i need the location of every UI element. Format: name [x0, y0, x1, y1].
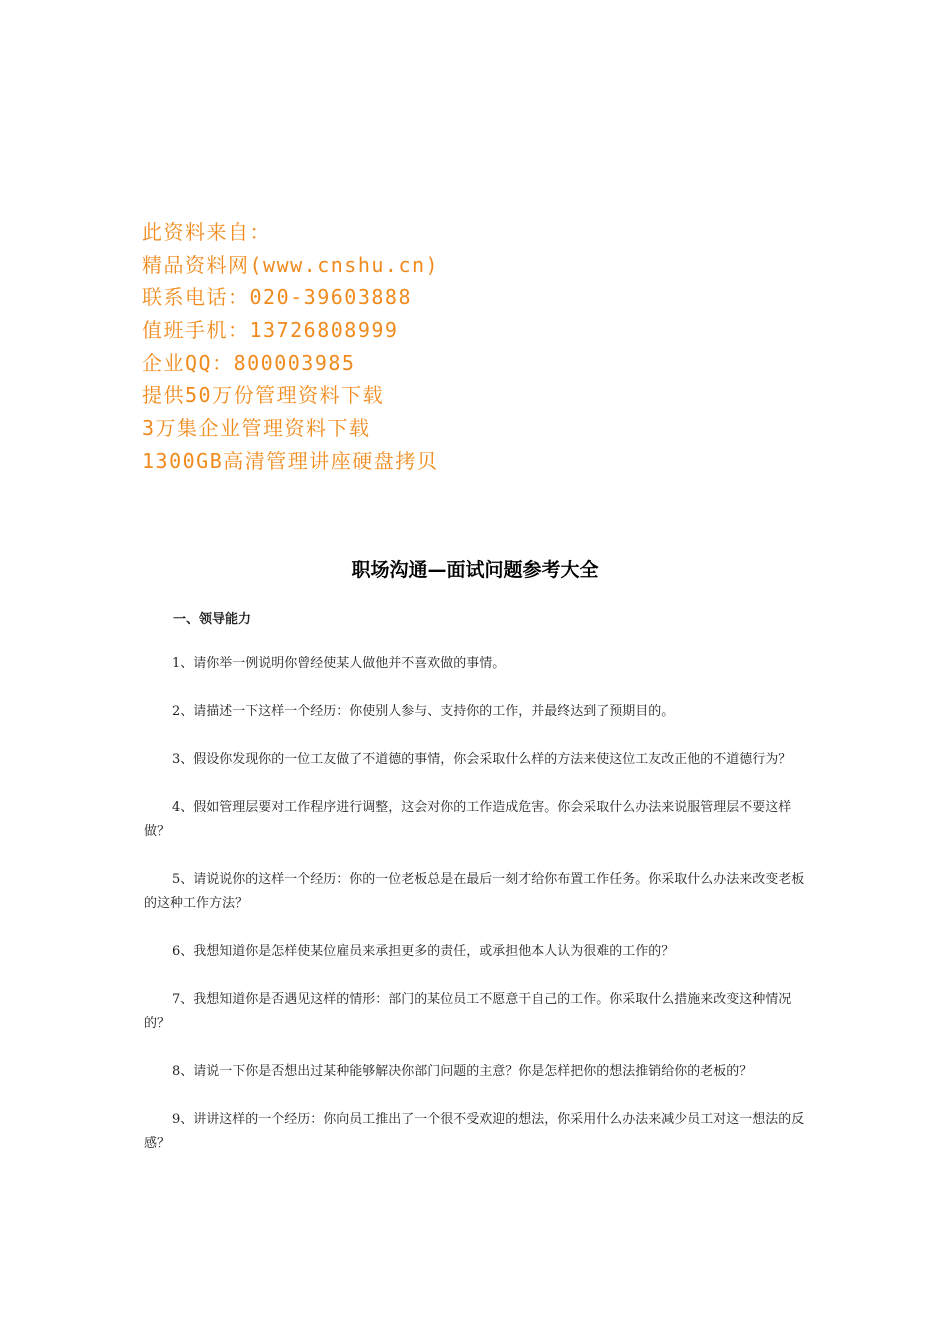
section-heading: 一、领导能力 — [173, 612, 252, 627]
promo-line-offer-1: 提供50万份管理资料下载 — [142, 383, 385, 408]
promo-line-qq: 企业QQ：800003985 — [142, 350, 356, 375]
question-list — [144, 652, 808, 1156]
promo-line-website: 精品资料网(www.cnshu.cn) — [142, 252, 440, 277]
question-item: 6、我想知道你是怎样使某位雇员来承担更多的责任，或承担他本人认为很难的工作的？ — [172, 944, 675, 959]
question-item: 1、请你举一例说明你曾经使某人做他并不喜欢做的事情。 — [172, 656, 506, 671]
promo-line-source: 此资料来自： — [142, 220, 271, 244]
promo-line-phone: 联系电话：020-39603888 — [142, 285, 412, 310]
promo-line-mobile: 值班手机：13726808999 — [142, 318, 399, 343]
question-item: 8、请说一下你是否想出过某种能够解决你部门问题的主意？你是怎样把你的想法推销给你的老板的？ — [172, 1064, 753, 1079]
question-item: 3、假设你发现你的一位工友做了不道德的事情，你会采取什么样的方法来使这位工友改正他的不道德行为？ — [172, 752, 792, 767]
question-item: 4、假如管理层要对工作程序进行调整，这会对你的工作造成危害。你会采取什么办法来说服管理层不要这样做？ — [144, 800, 792, 839]
document-title: 职场沟通—面试问题参考大全 — [351, 559, 599, 581]
source-info-block — [142, 216, 742, 478]
promo-line-offer-3: 1300GB高清管理讲座硬盘拷贝 — [142, 448, 439, 473]
question-item: 7、我想知道你是否遇见这样的情形：部门的某位员工不愿意干自己的工作。你采取什么措施来改变这种情况的？ — [144, 992, 792, 1031]
question-item: 2、请描述一下这样一个经历：你使别人参与、支持你的工作，并最终达到了预期目的。 — [172, 704, 675, 719]
question-item: 5、请说说你的这样一个经历：你的一位老板总是在最后一刻才给你布置工作任务。你采取什么办法来改变老板的这种工作方法？ — [144, 872, 805, 911]
promo-line-offer-2: 3万集企业管理资料下载 — [142, 416, 371, 441]
question-item: 9、讲讲这样的一个经历：你向员工推出了一个很不受欢迎的想法，你采用什么办法来减少员工对这一想法的反感？ — [144, 1112, 805, 1151]
